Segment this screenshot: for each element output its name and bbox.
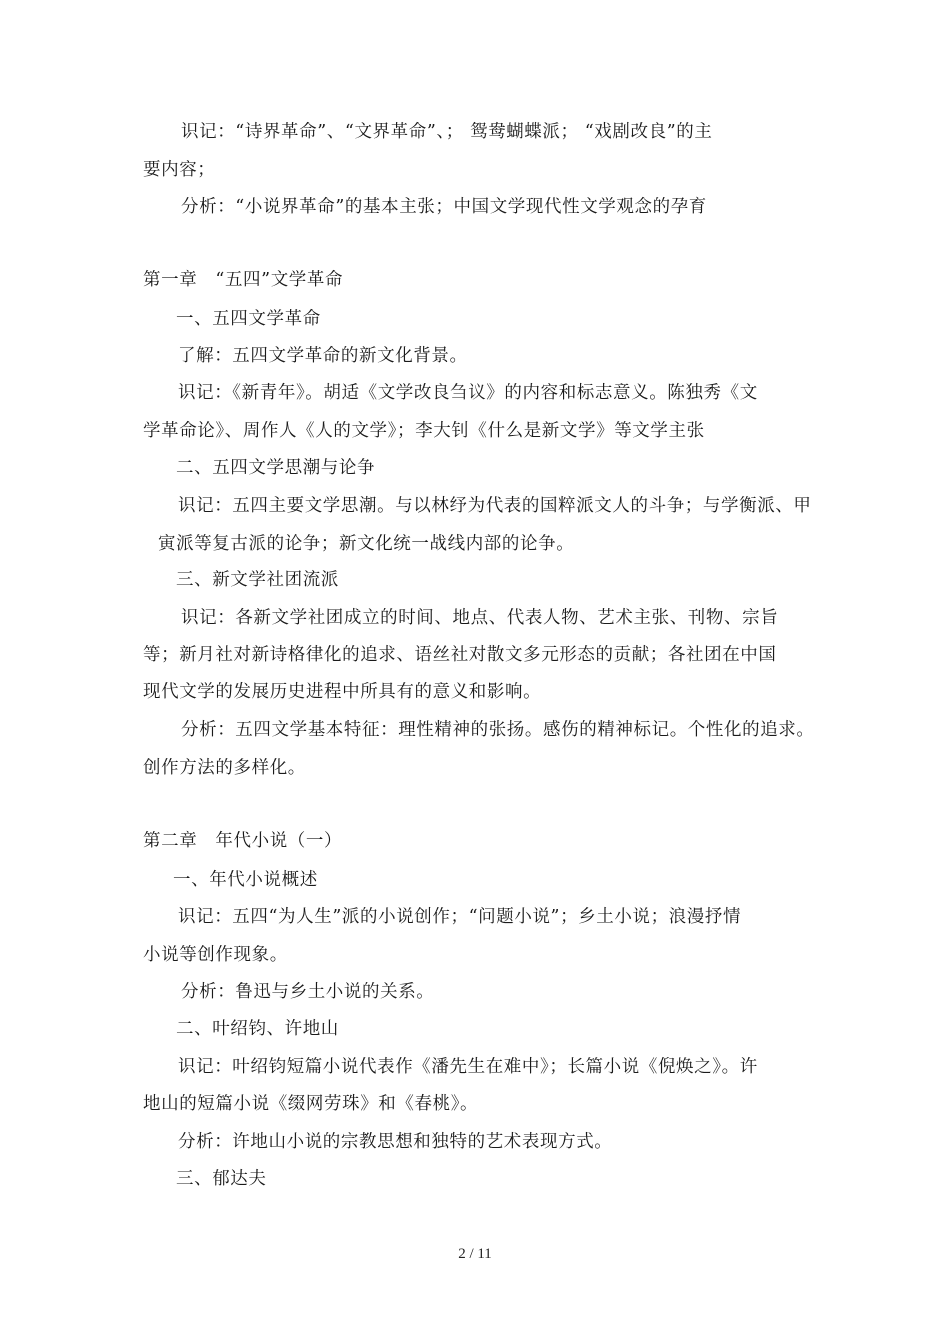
- text-line: 等；新月社对新诗格律化的追求、语丝社对散文多元形态的贡献；各社团在中国: [143, 645, 777, 665]
- text-line: 学革命论》、周作人《人的文学》；李大钊《什么是新文学》等文学主张: [143, 421, 705, 441]
- page-number: 2 / 11: [458, 1246, 492, 1262]
- text-line: 了解：五四文学革命的新文化背景。: [178, 346, 468, 366]
- text-line: 识记：五四主要文学思潮。与以林纾为代表的国粹派文人的斗争；与学衡派、甲: [178, 496, 812, 516]
- text-line: 识记：各新文学社团成立的时间、地点、代表人物、艺术主张、刊物、宗旨: [181, 608, 779, 628]
- text-line: 分析：五四文学基本特征：理性精神的张扬。感伤的精神标记。个性化的追求。: [181, 720, 815, 740]
- text-line: 现代文学的发展历史进程中所具有的意义和影响。: [143, 682, 542, 702]
- section-heading: 一、五四文学革命: [176, 309, 321, 329]
- text-line: 识记：五四“为人生”派的小说创作；“问题小说”；乡土小说；浪漫抒情: [178, 907, 742, 927]
- section-heading: 一、年代小说概述: [173, 870, 318, 890]
- section-heading: 二、叶绍钧、许地山: [176, 1019, 339, 1039]
- text-line: 识记：《新青年》。胡适《文学改良刍议》的内容和标志意义。陈独秀《文: [178, 383, 758, 403]
- text-line: 分析：鲁迅与乡土小说的关系。: [181, 982, 435, 1002]
- text-line: 寅派等复古派的论争；新文化统一战线内部的论争。: [158, 534, 575, 554]
- text-line: 要内容；: [143, 160, 216, 180]
- text-line: 地山的短篇小说《缀网劳珠》和《春桃》。: [143, 1094, 479, 1114]
- text-line: 识记：叶绍钧短篇小说代表作《潘先生在难中》；长篇小说《倪焕之》。许: [178, 1057, 758, 1077]
- text-line: 创作方法的多样化。: [143, 758, 306, 778]
- section-heading: 三、郁达夫: [176, 1169, 267, 1189]
- text-line: 分析：“小说界革命”的基本主张；中国文学现代性文学观念的孕育: [181, 197, 707, 217]
- chapter-heading: 第一章 “五四”文学革命: [143, 270, 344, 290]
- chapter-heading: 第二章 年代小说（一）: [143, 831, 343, 851]
- text-line: 小说等创作现象。: [143, 945, 288, 965]
- section-heading: 二、五四文学思潮与论争: [176, 458, 376, 478]
- section-heading: 三、新文学社团流派: [176, 570, 339, 590]
- text-line: 分析：许地山小说的宗教思想和独特的艺术表现方式。: [178, 1132, 613, 1152]
- text-line: 识记：“诗界革命”、“文界革命”、； 鸳鸯蝴蝶派； “戏剧改良”的主: [181, 122, 713, 142]
